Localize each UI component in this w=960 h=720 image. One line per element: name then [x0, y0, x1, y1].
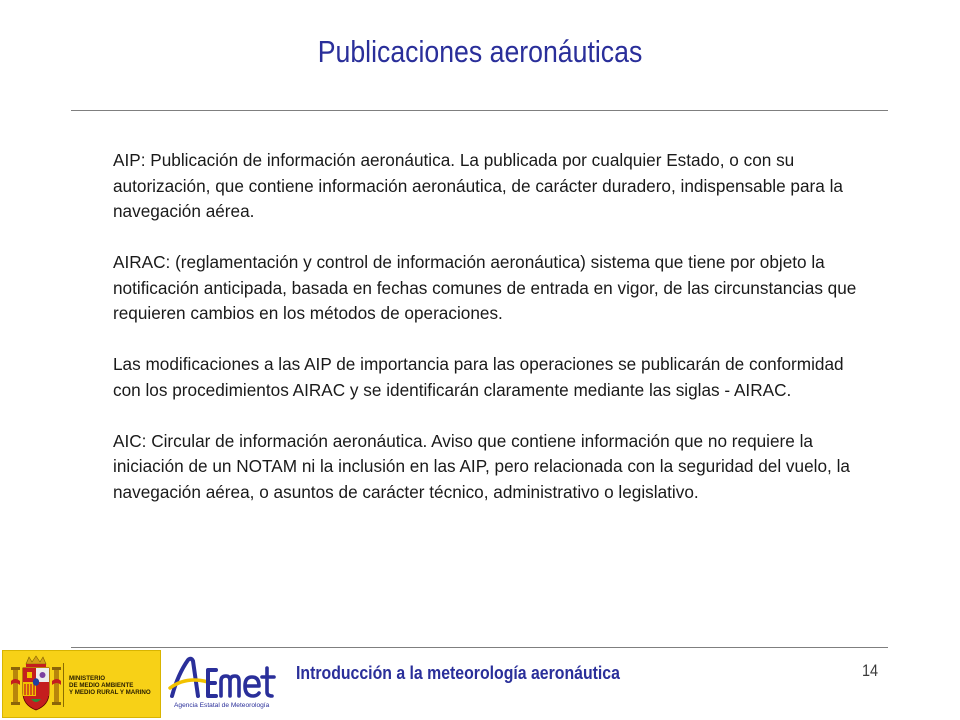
- paragraph-modifications: Las modificaciones a las AIP de importancia para las operaciones se publicarán de conformidad con los procedimientos AIRAC y se identificarán claramente mediante las siglas - AIRAC.: [113, 354, 844, 400]
- ministry-line: Y MEDIO RURAL Y MARINO: [69, 689, 151, 697]
- ministry-line: DE MEDIO AMBIENTE: [69, 682, 134, 690]
- ministry-divider: [63, 663, 64, 707]
- spanish-coat-of-arms-icon: [11, 655, 61, 715]
- bottom-divider: [71, 647, 888, 648]
- paragraph-aic: AIC: Circular de información aeronáutica. Aviso que contiene información que no requiere la iniciación de un NOTAM ni la inclusión en las AIP, pero relacionada con la seguridad del vuelo, la navegación aérea, o asuntos de carácter técnico, administrativo o legislativo.: [113, 430, 850, 502]
- paragraph-aip: AIP: Publicación de información aeronáutica. La publicada por cualquier Estado, o con su autorización, que contiene información aeronáutica, de carácter duradero, indispensable para la navegación aérea.: [113, 150, 843, 221]
- aemet-subtitle: Agencia Estatal de Meteorología: [174, 702, 270, 709]
- top-divider: [71, 110, 888, 111]
- ministry-name: [69, 675, 151, 697]
- footer-title: Introducción a la meteorología aeronáutica: [296, 663, 620, 683]
- page-number: 14: [862, 661, 879, 680]
- slide-body: [113, 148, 858, 505]
- ministry-line: MINISTERIO: [69, 675, 106, 682]
- slide-title: Publicaciones aeronáuticas: [317, 34, 643, 69]
- ministry-logo: [2, 650, 161, 718]
- paragraph-airac: AIRAC: (reglamentación y control de información aeronáutica) sistema que tiene por objeto la notificación anticipada, basada en fechas comunes de entrada en vigor, de las circunstancias que requieren cambios en los métodos de operaciones.: [113, 252, 857, 323]
